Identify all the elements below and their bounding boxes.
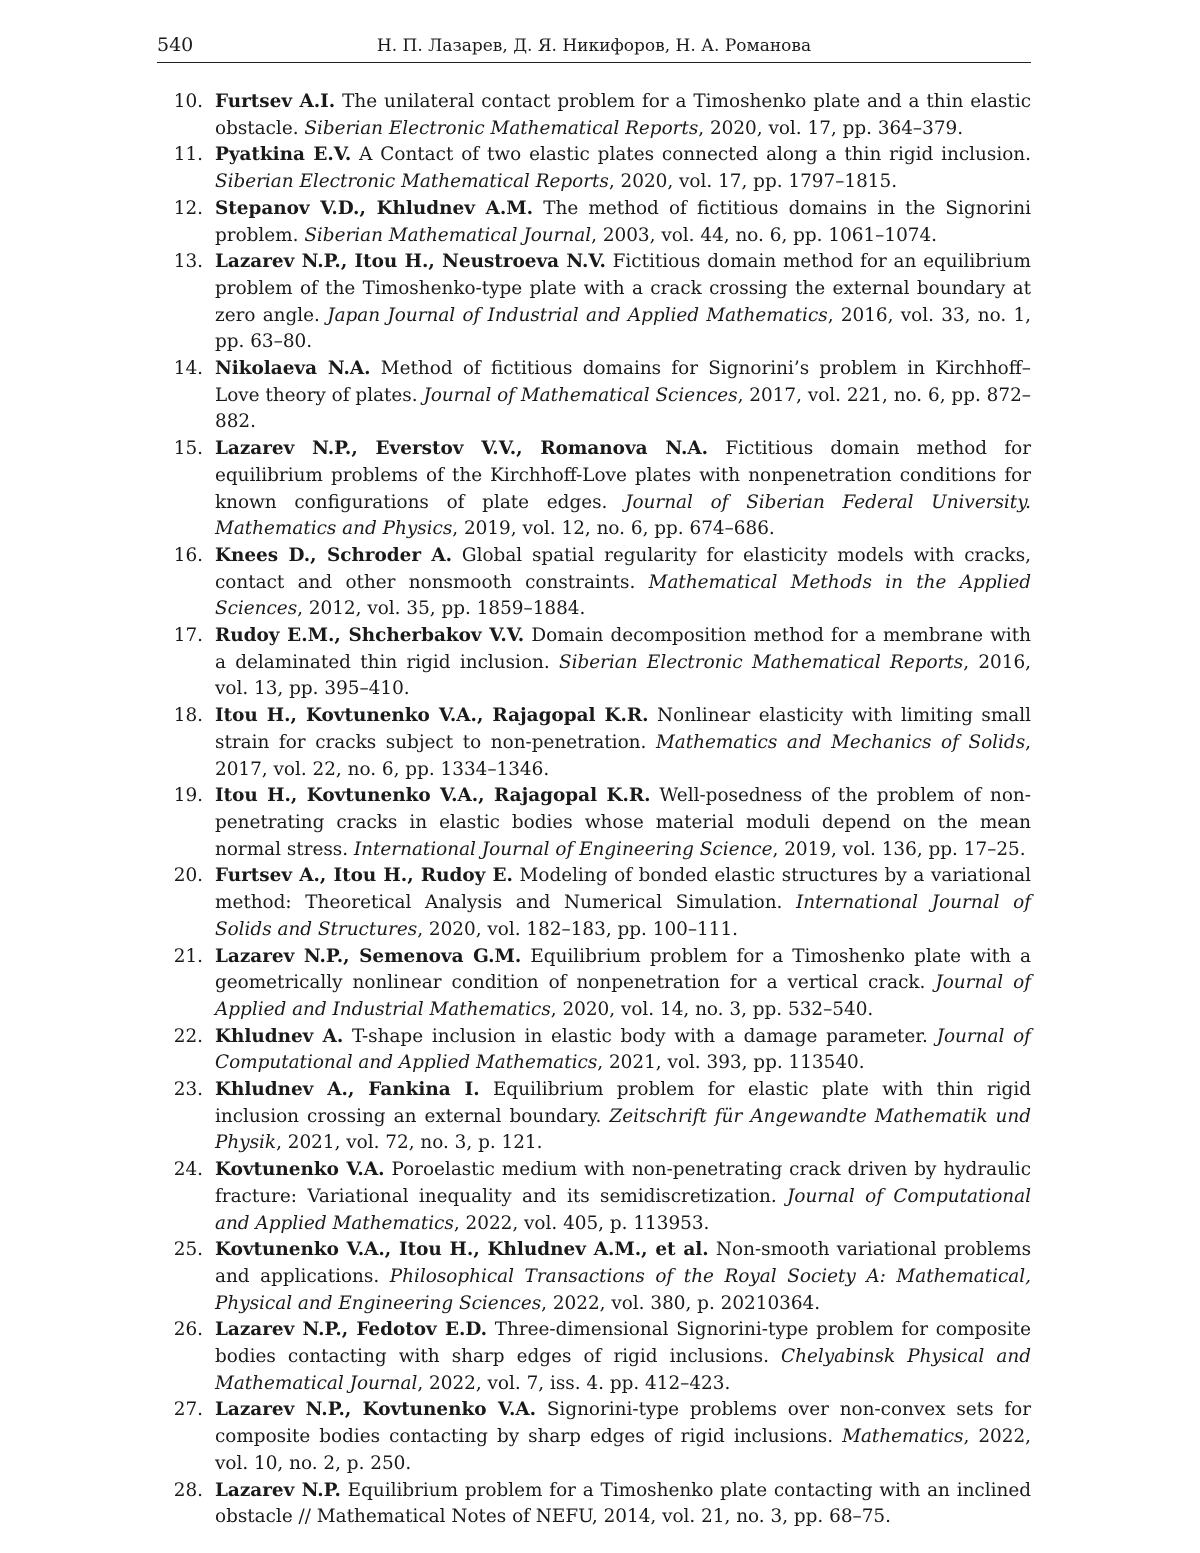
reference-journal: Siberian Mathematical Journal — [304, 224, 592, 246]
reference-item — [157, 249, 1031, 356]
reference-journal: Chelyabinsk Physical and Mathematical Journal — [215, 1346, 1031, 1394]
reference-journal: Zeitschrift für Angewandte Mathematik und Physik — [215, 1105, 1031, 1154]
reference-item — [157, 703, 1031, 783]
reference-title: Modeling of bonded elastic structures by a variational method: Theoretical Analysis and Numerical Simulation. — [215, 865, 1031, 914]
reference-journal: Journal of Siberian Federal University. Mathematics and Physics — [215, 491, 1031, 540]
reference-number: 13. — [173, 251, 203, 273]
reference-list — [157, 89, 1031, 1531]
reference-item — [157, 543, 1031, 623]
reference-item — [157, 1237, 1031, 1317]
reference-title: Equilibrium problem for a Timoshenko plate contacting with an inclined obstacle // Mathematical Notes of NEFU, 2014, vol. 21, no. 3, pp. 68–75. — [215, 1479, 1031, 1528]
reference-title: Nonlinear elasticity with limiting small strain for cracks subject to non-penetration. — [215, 705, 1031, 753]
reference-authors: Lazarev N.P., Kovtunenko V.A. — [215, 1399, 537, 1421]
reference-item — [157, 1024, 1031, 1077]
page-number: 540 — [157, 34, 194, 56]
reference-journal: Philosophical Transactions of the Royal Society A: Mathematical, Physical and Engineering Sciences — [215, 1265, 1031, 1314]
reference-number: 21. — [173, 945, 203, 967]
reference-item — [157, 863, 1031, 943]
reference-title: The unilateral contact problem for a Timoshenko plate and a thin elastic obstacle. — [215, 91, 1031, 139]
running-head: Н. П. Лазарев, Д. Я. Никифоров, Н. А. Романова — [376, 36, 812, 56]
reference-title: Poroelastic medium with non-penetrating crack driven by hydraulic fracture: Variational inequality and its semidiscretization. — [215, 1159, 1031, 1207]
reference-journal: Mathematics — [842, 1426, 964, 1448]
reference-details: , 2019, vol. 136, pp. 17–25. — [772, 838, 1026, 860]
reference-journal: Siberian Electronic Mathematical Reports — [559, 651, 964, 673]
reference-journal: Journal of Computational and Applied Mathematics — [215, 1025, 1031, 1074]
reference-item — [157, 1317, 1031, 1397]
reference-item — [157, 1157, 1031, 1237]
reference-number: 23. — [173, 1079, 203, 1101]
reference-title: Fictitious domain method for an equilibrium problem of the Timoshenko-type plate with a crack crossing the external boundary at zero angle. — [215, 251, 1031, 326]
reference-details: , 2020, vol. 17, pp. 1797–1815. — [608, 171, 898, 193]
reference-authors: Khludnev A. — [215, 1025, 344, 1047]
reference-authors: Kovtunenko V.A., Itou H., Khludnev A.M., et al. — [215, 1239, 709, 1261]
reference-title: The method of fictitious domains in the Signorini problem. — [215, 197, 1031, 246]
reference-item — [157, 436, 1031, 543]
reference-authors: Lazarev N.P., Fedotov E.D. — [215, 1319, 488, 1341]
reference-number: 12. — [173, 197, 203, 219]
reference-number: 18. — [173, 705, 203, 727]
reference-details: , 2022, vol. 10, no. 2, p. 250. — [215, 1426, 1031, 1474]
reference-authors: Furtsev A.I. — [215, 91, 336, 112]
reference-journal: Journal of Computational and Applied Mathematics — [215, 1185, 1031, 1234]
reference-journal: Siberian Electronic Mathematical Reports — [304, 117, 699, 139]
reference-number: 24. — [173, 1159, 203, 1181]
reference-title: Domain decomposition method for a membrane with a delaminated thin rigid inclusion. — [215, 625, 1031, 673]
page-header — [157, 34, 1031, 63]
reference-details: , 2020, vol. 14, no. 3, pp. 532–540. — [550, 998, 874, 1020]
reference-title: Well-posedness of the problem of non-penetrating cracks in elastic bodies whose material moduli depend on the mean normal stress. — [215, 785, 1031, 860]
reference-number: 20. — [173, 865, 203, 887]
reference-details: , 2020, vol. 17, pp. 364–379. — [698, 117, 964, 139]
reference-details: , 2017, vol. 221, no. 6, pp. 872–882. — [215, 384, 1031, 433]
reference-authors: Itou H., Kovtunenko V.A., Rajagopal K.R. — [215, 705, 649, 727]
reference-authors: Lazarev N.P., Itou H., Neustroeva N.V. — [215, 251, 606, 273]
reference-authors: Lazarev N.P., Semenova G.M. — [215, 945, 522, 967]
reference-title: Equilibrium problem for elastic plate with thin rigid inclusion crossing an external boundary. — [215, 1079, 1031, 1127]
reference-authors: Knees D., Schroder A. — [215, 544, 453, 566]
reference-journal: Journal of Applied and Industrial Mathematics — [215, 972, 1032, 1020]
reference-number: 27. — [173, 1399, 203, 1421]
reference-details: , 2020, vol. 182–183, pp. 100–111. — [417, 918, 738, 940]
reference-title: Global spatial regularity for elasticity models with cracks, contact and other nonsmooth constraints. — [215, 544, 1031, 593]
reference-number: 28. — [173, 1479, 203, 1501]
reference-authors: Lazarev N.P., Everstov V.V., Romanova N.A. — [215, 438, 709, 460]
reference-journal: International Journal of Engineering Science — [353, 838, 773, 860]
reference-title: T-shape inclusion in elastic body with a damage parameter. — [343, 1025, 937, 1047]
reference-number: 10. — [173, 91, 203, 112]
reference-details: , 2016, vol. 33, no. 1, pp. 63–80. — [215, 304, 1032, 353]
reference-details: , 2022, vol. 7, iss. 4. pp. 412–423. — [417, 1372, 731, 1394]
reference-number: 16. — [173, 544, 203, 566]
reference-item — [157, 944, 1031, 1024]
reference-authors: Nikolaeva N.A. — [215, 358, 371, 380]
reference-details: , 2022, vol. 405, p. 113953. — [453, 1212, 710, 1234]
reference-item — [157, 1077, 1031, 1157]
reference-item — [157, 356, 1031, 436]
reference-authors: Furtsev A., Itou H., Rudoy E. — [215, 865, 513, 887]
reference-details: , 2012, vol. 35, pp. 1859–1884. — [297, 598, 586, 620]
reference-details: , 2021, vol. 72, no. 3, p. 121. — [276, 1132, 543, 1154]
reference-journal: Siberian Electronic Mathematical Reports — [215, 171, 609, 193]
reference-authors: Lazarev N.P. — [215, 1479, 341, 1501]
reference-item — [157, 142, 1031, 195]
reference-authors: Pyatkina E.V. — [215, 144, 352, 166]
reference-number: 19. — [173, 785, 203, 807]
reference-item — [157, 1397, 1031, 1477]
reference-details: , 2003, vol. 44, no. 6, pp. 1061–1074. — [591, 224, 938, 246]
reference-number: 25. — [173, 1239, 203, 1261]
reference-item — [157, 1478, 1031, 1531]
reference-journal: International Journal of Solids and Structures — [215, 892, 1031, 940]
reference-title: A Contact of two elastic plates connected along a thin rigid inclusion. — [351, 144, 1031, 166]
reference-authors: Khludnev A., Fankina I. — [215, 1079, 480, 1101]
reference-journal: Japan Journal of Industrial and Applied Mathematics — [327, 304, 828, 326]
reference-number: 22. — [173, 1025, 203, 1047]
reference-authors: Rudoy E.M., Shcherbakov V.V. — [215, 625, 525, 647]
reference-authors: Stepanov V.D., Khludnev A.M. — [215, 197, 534, 219]
reference-authors: Itou H., Kovtunenko V.A., Rajagopal K.R. — [215, 785, 651, 807]
reference-title: Equilibrium problem for a Timoshenko plate with a geometrically nonlinear condition of nonpenetration for a vertical crack. — [215, 945, 1031, 994]
reference-title: Non-smooth variational problems and applications. — [215, 1239, 1032, 1287]
reference-details: , 2016, vol. 13, pp. 395–410. — [215, 651, 1031, 700]
reference-number: 11. — [173, 144, 203, 166]
reference-details: , 2017, vol. 22, no. 6, pp. 1334–1346. — [215, 731, 1031, 780]
reference-journal: Journal of Mathematical Sciences — [423, 384, 738, 406]
reference-journal: Mathematics and Mechanics of Solids — [655, 731, 1026, 753]
reference-number: 17. — [173, 625, 203, 647]
reference-number: 14. — [173, 358, 203, 380]
reference-details: , 2022, vol. 380, p. 20210364. — [541, 1292, 821, 1314]
reference-item — [157, 783, 1031, 863]
reference-details: , 2021, vol. 393, pp. 113540. — [597, 1052, 865, 1074]
reference-title: Signorini-type problems over non-convex sets for composite bodies contacting by sharp edges of rigid inclusions. — [215, 1399, 1031, 1448]
reference-item — [157, 623, 1031, 703]
reference-details: , 2019, vol. 12, no. 6, pp. 674–686. — [452, 518, 775, 540]
reference-authors: Kovtunenko V.A. — [215, 1159, 385, 1181]
reference-title: Fictitious domain method for equilibrium problems of the Kirchhoff-Love plates with nonpenetration conditions for known configurations of plate edges. — [215, 438, 1032, 513]
reference-number: 26. — [173, 1319, 203, 1341]
reference-journal: Mathematical Methods in the Applied Sciences — [215, 571, 1031, 620]
reference-item — [157, 196, 1031, 249]
reference-number: 15. — [173, 438, 203, 460]
reference-item — [157, 89, 1031, 142]
reference-title: Three-dimensional Signorini-type problem for composite bodies contacting with sharp edges of rigid inclusions. — [215, 1319, 1031, 1368]
reference-title: Method of fictitious domains for Signorini’s problem in Kirchhoff–Love theory of plates. — [215, 358, 1032, 406]
